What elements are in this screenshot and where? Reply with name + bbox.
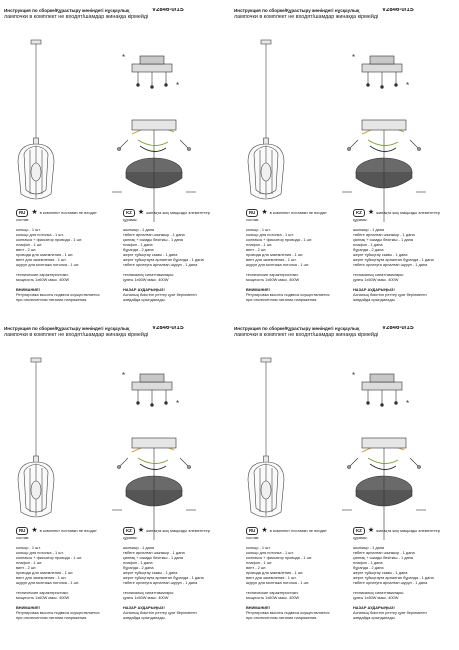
instruction-title: Инструкция по сборке/Құрастыру жөніндегі нұсқаулық xyxy=(234,8,360,13)
list-item: плафон - 1 дана xyxy=(353,560,383,565)
list-item: шуруп для монтажа потолка - 1 шт. xyxy=(16,262,80,267)
text-columns xyxy=(4,526,225,644)
kz-not-included: жинақта жоқ маңызды элементтер xyxy=(146,210,211,215)
list-item: жерге тұйықтау сымы - 1 дана xyxy=(123,252,178,257)
ru-items xyxy=(16,227,121,267)
model-number: V2846-0/1S xyxy=(382,326,414,331)
list-item: провода для заземления - 1 шт. xyxy=(16,252,74,257)
list-item: провода для заземления - 1 шт. xyxy=(246,252,304,257)
list-item: жағдайда орындалады. xyxy=(123,615,166,620)
kz-badge: KZ xyxy=(123,209,135,217)
svg-text:*: * xyxy=(406,81,410,90)
assembly-illustration xyxy=(234,340,455,540)
list-item: шуруп для монтажа потолка - 1 шт. xyxy=(16,580,80,585)
ru-warning-title: ВНИМАНИЕ! xyxy=(16,605,40,610)
list-item: винт - 2 шт. xyxy=(246,565,267,570)
kz-items xyxy=(353,545,455,585)
kz-not-included: жинақта жоқ маңызды элементтер xyxy=(376,210,441,215)
list-item: жағдайда орындалады. xyxy=(353,297,396,302)
assembly-illustration xyxy=(4,22,225,222)
kz-badge: KZ xyxy=(123,527,135,535)
list-item: плафон - 1 шт. xyxy=(246,242,273,247)
list-item: төбеге орнатуға арналған шуруп - 1 дана xyxy=(123,580,198,585)
list-item: Аспаның биіктігін реттеу қуат берілмеген xyxy=(123,610,197,615)
ru-tech-title: технические характеристики: xyxy=(16,590,69,595)
kz-tech-value: қуаты 1x60W макс. 400W xyxy=(123,595,169,600)
list-item: төбеге орнатуға арналған шуруп - 1 дана xyxy=(123,262,198,267)
star-icon: ★ xyxy=(261,209,268,217)
kz-warning-title: НАЗАР АУДАРЫҢЫЗ! xyxy=(123,605,165,610)
model-number: V2846-0/1S xyxy=(382,8,414,13)
list-item: жерге тұйықтау сымы - 1 дана xyxy=(123,570,178,575)
lamp-shade-icon xyxy=(248,358,284,517)
bulbs-note: лампочки в комплект не входят/шамдар жинаққа кірмейді xyxy=(4,331,149,338)
bulbs-note: лампочки в комплект не входят/шамдар жинаққа кірмейді xyxy=(234,331,379,338)
kz-badge: KZ xyxy=(353,527,365,535)
list-item: винт для заземления - 1 шт. xyxy=(246,575,297,580)
kz-tech-title: техникалық сипаттамалары: xyxy=(123,590,175,595)
kz-section-title: құрамы: xyxy=(353,535,368,540)
list-item: кольцо - 1 шт. xyxy=(246,545,271,550)
list-item: Аспаның биіктігін реттеу қуат берілмеген xyxy=(353,610,427,615)
star-icon: ★ xyxy=(261,527,268,535)
ru-warning-title: ВНИМАНИЕ! xyxy=(246,605,270,610)
text-columns xyxy=(4,208,225,326)
svg-text:*: * xyxy=(176,399,180,408)
assembly-illustration xyxy=(4,340,225,540)
instruction-title: Инструкция по сборке/Құрастыру жөніндегі нұсқаулық xyxy=(4,326,130,331)
list-item: винт для заземления - 1 шт. xyxy=(16,575,67,580)
list-item: бұранда - 2 дана xyxy=(123,247,154,252)
panel-header xyxy=(234,326,455,338)
ru-tech-value: мощность 1x60W макс. 400W xyxy=(246,595,300,600)
text-columns xyxy=(234,208,455,326)
instruction-panel-4 xyxy=(234,326,455,644)
list-item: қалпақ + сымды бекіткіш - 1 дана xyxy=(123,555,183,560)
bulbs-note: лампочки в комплект не входят/шамдар жинаққа кірмейді xyxy=(4,13,149,20)
list-item: кольцо для потолка - 1 шт. xyxy=(246,550,294,555)
kz-section-title: құрамы: xyxy=(353,217,368,222)
ru-tech-title: технические характеристики: xyxy=(246,272,299,277)
list-item: Регулировка высоты подвеса осуществляется xyxy=(246,610,330,615)
list-item: колпачок + фиксатор провода - 1 шт. xyxy=(16,237,83,242)
star-icon: ★ xyxy=(31,527,38,535)
ru-column xyxy=(246,526,351,620)
svg-text:*: * xyxy=(122,371,126,380)
ru-items xyxy=(246,227,351,267)
list-item: шынжыр - 1 дана xyxy=(123,227,155,232)
panel-header xyxy=(234,8,455,20)
svg-text:*: * xyxy=(352,371,356,380)
kz-warning xyxy=(353,610,455,620)
kz-section-title: құрамы: xyxy=(123,535,138,540)
mount-bracket-icon xyxy=(122,53,179,90)
kz-column xyxy=(353,526,455,620)
ru-section-title: состав: xyxy=(16,535,30,540)
ru-warning xyxy=(246,610,351,620)
list-item: кольцо - 1 шт. xyxy=(16,545,41,550)
mount-bracket-icon xyxy=(122,371,179,408)
bulbs-note: лампочки в комплект не входят/шамдар жинаққа кірмейді xyxy=(234,13,379,20)
panel-header xyxy=(4,326,225,338)
kz-warning xyxy=(123,292,225,302)
mount-bracket-icon xyxy=(352,371,409,408)
list-item: қалпақ + сымды бекіткіш - 1 дана xyxy=(353,555,413,560)
list-item: шуруп для монтажа потолка - 1 шт. xyxy=(246,580,310,585)
star-icon: ★ xyxy=(137,209,145,217)
list-item: төбеге орнатуға арналған шуруп - 1 дана xyxy=(353,580,428,585)
text-columns xyxy=(234,526,455,644)
kz-items xyxy=(123,227,225,267)
list-item: плафон - 1 дана xyxy=(353,242,383,247)
svg-text:*: * xyxy=(352,53,356,62)
list-item: при отключенном питании напряжения. xyxy=(246,297,318,302)
list-item: колпачок + фиксатор провода - 1 шт. xyxy=(246,237,313,242)
ru-badge: RU xyxy=(246,527,258,535)
kz-warning xyxy=(353,292,455,302)
kz-tech-title: техникалық сипаттамалары: xyxy=(353,590,405,595)
list-item: колпачок + фиксатор провода - 1 шт. xyxy=(246,555,313,560)
kz-column xyxy=(123,526,225,620)
kz-tech-value: қуаты 1x60W макс. 400W xyxy=(353,595,399,600)
list-item: плафон - 1 шт. xyxy=(16,560,43,565)
ru-warning xyxy=(16,610,121,620)
ru-not-included: в комплект поставки не входят xyxy=(269,210,327,215)
list-item: төбеге арналған шынжыр - 1 дана xyxy=(123,232,185,237)
kz-not-included: жинақта жоқ маңызды элементтер xyxy=(376,528,441,533)
list-item: жағдайда орындалады. xyxy=(353,615,396,620)
ru-tech-title: технические характеристики: xyxy=(246,590,299,595)
list-item: плафон - 1 дана xyxy=(123,560,153,565)
list-item: колпачок + фиксатор провода - 1 шт. xyxy=(16,555,83,560)
list-item: Регулировка высоты подвеса осуществляется xyxy=(16,292,100,297)
svg-text:*: * xyxy=(406,399,410,408)
svg-text:*: * xyxy=(122,53,126,62)
list-item: плафон - 1 шт. xyxy=(16,242,43,247)
list-item: кольцо для потолка - 1 шт. xyxy=(16,232,64,237)
kz-warning-title: НАЗАР АУДАРЫҢЫЗ! xyxy=(123,287,165,292)
list-item: жерге тұйықтау сымы - 1 дана xyxy=(353,252,408,257)
ru-tech-value: мощность 1x60W макс. 400W xyxy=(16,595,70,600)
ru-section-title: состав: xyxy=(246,217,260,222)
list-item: провода для заземления - 1 шт. xyxy=(16,570,74,575)
lamp-shade-icon xyxy=(18,358,54,517)
kz-warning-title: НАЗАР АУДАРЫҢЫЗ! xyxy=(353,605,395,610)
list-item: винт - 2 шт. xyxy=(16,247,37,252)
list-item: бұранда - 2 дана xyxy=(353,565,384,570)
list-item: бұранда - 2 дана xyxy=(353,247,384,252)
ru-not-included: в комплект поставки не входят xyxy=(39,528,97,533)
list-item: төбеге арналған шынжыр - 1 дана xyxy=(353,232,415,237)
list-item: провода для заземления - 1 шт. xyxy=(246,570,304,575)
list-item: жағдайда орындалады. xyxy=(123,297,166,302)
list-item: винт для заземления - 1 шт. xyxy=(16,257,67,262)
ru-tech-value: мощность 1x60W макс. 400W xyxy=(246,277,300,282)
list-item: кольцо для потолка - 1 шт. xyxy=(16,550,64,555)
star-icon: ★ xyxy=(137,527,145,535)
star-icon: ★ xyxy=(367,209,375,217)
ru-not-included: в комплект поставки не входят xyxy=(269,528,327,533)
list-item: кольцо - 1 шт. xyxy=(16,227,41,232)
list-item: жерге тұйықтауға арналған бұранда - 1 дана xyxy=(123,257,204,262)
list-item: шынжыр - 1 дана xyxy=(123,545,155,550)
kz-items xyxy=(123,545,225,585)
list-item: винт - 2 шт. xyxy=(16,565,37,570)
ru-badge: RU xyxy=(246,209,258,217)
instruction-title: Инструкция по сборке/Құрастыру жөніндегі нұсқаулық xyxy=(4,8,130,13)
list-item: төбеге арналған шынжыр - 1 дана xyxy=(123,550,185,555)
list-item: төбеге арналған шынжыр - 1 дана xyxy=(353,550,415,555)
instruction-title: Инструкция по сборке/Құрастыру жөніндегі нұсқаулық xyxy=(234,326,360,331)
kz-column xyxy=(123,208,225,302)
star-icon: ★ xyxy=(31,209,38,217)
kz-section-title: құрамы: xyxy=(123,217,138,222)
model-number: V2846-0/1S xyxy=(152,8,184,13)
list-item: кольцо для потолка - 1 шт. xyxy=(246,232,294,237)
instruction-panel-3 xyxy=(4,326,225,644)
list-item: Регулировка высоты подвеса осуществляется xyxy=(16,610,100,615)
list-item: шынжыр - 1 дана xyxy=(353,545,385,550)
list-item: жерге тұйықтау сымы - 1 дана xyxy=(353,570,408,575)
kz-not-included: жинақта жоқ маңызды элементтер xyxy=(146,528,211,533)
ru-items xyxy=(16,545,121,585)
assembly-illustration xyxy=(234,22,455,222)
list-item: бұранда - 2 дана xyxy=(123,565,154,570)
ru-warning-title: ВНИМАНИЕ! xyxy=(16,287,40,292)
list-item: винт для заземления - 1 шт. xyxy=(246,257,297,262)
ru-column xyxy=(246,208,351,302)
kz-tech-value: қуаты 1x60W макс. 400W xyxy=(353,277,399,282)
ru-badge: RU xyxy=(16,527,28,535)
list-item: винт - 2 шт. xyxy=(246,247,267,252)
list-item: кольцо - 1 шт. xyxy=(246,227,271,232)
list-item: жерге тұйықтауға арналған бұранда - 1 дана xyxy=(353,257,434,262)
list-item: Аспаның биіктігін реттеу қуат берілмеген xyxy=(123,292,197,297)
model-number: V2846-0/1S xyxy=(152,326,184,331)
list-item: при отключенном питании напряжения. xyxy=(16,297,88,302)
ru-not-included: в комплект поставки не входят xyxy=(39,210,97,215)
instruction-panel-1 xyxy=(4,8,225,326)
ru-section-title: состав: xyxy=(246,535,260,540)
ru-column xyxy=(16,526,121,620)
ru-column xyxy=(16,208,121,302)
lamp-shade-icon xyxy=(18,40,54,199)
list-item: қалпақ + сымды бекіткіш - 1 дана xyxy=(123,237,183,242)
list-item: жерге тұйықтауға арналған бұранда - 1 дана xyxy=(123,575,204,580)
ru-warning xyxy=(246,292,351,302)
list-item: шынжыр - 1 дана xyxy=(353,227,385,232)
ru-warning-title: ВНИМАНИЕ! xyxy=(246,287,270,292)
ru-warning xyxy=(16,292,121,302)
star-icon: ★ xyxy=(367,527,375,535)
kz-tech-value: қуаты 1x60W макс. 400W xyxy=(123,277,169,282)
list-item: Аспаның биіктігін реттеу қуат берілмеген xyxy=(353,292,427,297)
ru-tech-value: мощность 1x60W макс. 400W xyxy=(16,277,70,282)
ru-tech-title: технические характеристики: xyxy=(16,272,69,277)
list-item: плафон - 1 дана xyxy=(123,242,153,247)
list-item: при отключенном питании напряжения. xyxy=(16,615,88,620)
lamp-shade-icon xyxy=(248,40,284,199)
panel-header xyxy=(4,8,225,20)
kz-column xyxy=(353,208,455,302)
ru-items xyxy=(246,545,351,585)
kz-warning-title: НАЗАР АУДАРЫҢЫЗ! xyxy=(353,287,395,292)
kz-warning xyxy=(123,610,225,620)
list-item: шуруп для монтажа потолка - 1 шт. xyxy=(246,262,310,267)
kz-tech-title: техникалық сипаттамалары: xyxy=(123,272,175,277)
list-item: при отключенном питании напряжения. xyxy=(246,615,318,620)
kz-badge: KZ xyxy=(353,209,365,217)
mount-bracket-icon xyxy=(352,53,409,90)
kz-tech-title: техникалық сипаттамалары: xyxy=(353,272,405,277)
svg-text:*: * xyxy=(176,81,180,90)
list-item: Регулировка высоты подвеса осуществляется xyxy=(246,292,330,297)
instruction-panel-2 xyxy=(234,8,455,326)
list-item: қалпақ + сымды бекіткіш - 1 дана xyxy=(353,237,413,242)
list-item: плафон - 1 шт. xyxy=(246,560,273,565)
ru-badge: RU xyxy=(16,209,28,217)
kz-items xyxy=(353,227,455,267)
ru-section-title: состав: xyxy=(16,217,30,222)
list-item: төбеге орнатуға арналған шуруп - 1 дана xyxy=(353,262,428,267)
list-item: жерге тұйықтауға арналған бұранда - 1 дана xyxy=(353,575,434,580)
